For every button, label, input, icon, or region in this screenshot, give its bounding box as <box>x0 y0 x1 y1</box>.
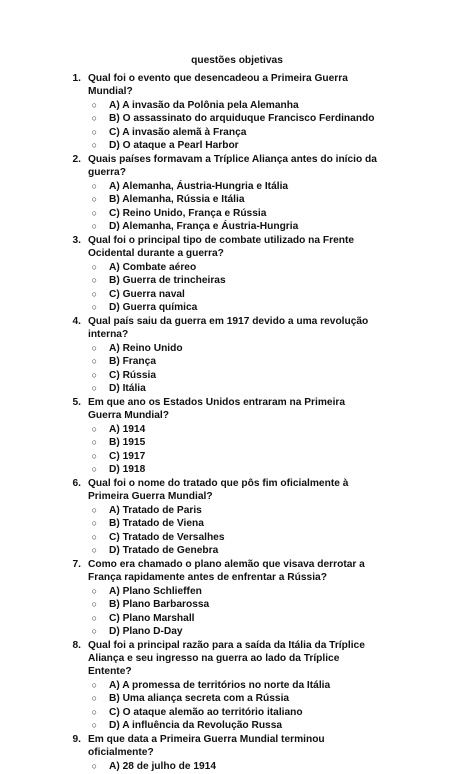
circle-bullet-icon: ○ <box>91 126 97 137</box>
circle-bullet-icon: ○ <box>91 99 97 110</box>
question-number: 7. <box>72 559 81 570</box>
circle-bullet-icon: ○ <box>91 504 97 515</box>
question-row <box>0 315 474 341</box>
answer-option-text: C) Rússia <box>109 369 156 381</box>
question-number: 3. <box>72 235 81 246</box>
circle-bullet-icon: ○ <box>91 720 97 730</box>
circle-bullet-icon: ○ <box>91 464 97 474</box>
question-text: Como era chamado o plano alemão que visava derrotar a França rapidamente antes de enfrentar a Rússia? <box>88 559 365 583</box>
answer-option-text: D) Plano D-Day <box>109 626 183 637</box>
answer-option-text: D) O ataque a Pearl Harbor <box>109 140 239 151</box>
question-number: 2. <box>72 154 81 165</box>
answer-option-text: B) Plano Barbarossa <box>109 599 210 610</box>
question-row <box>0 733 474 759</box>
circle-bullet-icon: ○ <box>91 302 97 312</box>
question-item <box>0 558 474 638</box>
question-number: 4. <box>72 316 81 327</box>
question-number: 9. <box>72 734 81 745</box>
answer-option-text: A) Alemanha, Áustria-Hungria e Itália <box>109 180 289 192</box>
answer-option-text: C) Plano Marshall <box>109 612 195 624</box>
answer-option <box>0 180 474 193</box>
question-text: Qual foi o evento que desencadeou a Primeira Guerra Mundial? <box>88 73 348 97</box>
answer-option <box>0 342 474 355</box>
answer-option-text: C) Reino Unido, França e Rússia <box>109 207 267 219</box>
answer-option-text: D) 1918 <box>109 464 146 475</box>
answer-option <box>0 126 474 139</box>
answer-option <box>0 423 474 436</box>
answer-option-text: A) Tratado de Paris <box>109 504 202 516</box>
answer-option <box>0 504 474 517</box>
answer-option <box>0 99 474 112</box>
answer-option <box>0 261 474 274</box>
answer-option <box>0 382 474 395</box>
question-text: Em que data a Primeira Guerra Mundial terminou oficialmente? <box>88 734 325 758</box>
circle-bullet-icon: ○ <box>91 140 97 150</box>
answer-option-text: C) Guerra naval <box>109 288 185 300</box>
answer-option-text: B) 1915 <box>109 437 146 448</box>
question-number: 1. <box>72 73 81 84</box>
circle-bullet-icon: ○ <box>91 288 97 299</box>
answer-option-text: C) 1917 <box>109 450 146 462</box>
page-title: questões objetivas <box>191 55 283 66</box>
answer-option-text: A) A promessa de territórios no norte da Itália <box>109 679 331 691</box>
circle-bullet-icon: ○ <box>91 342 97 353</box>
question-text: Qual foi a principal razão para a saída da Itália da Tríplice Aliança e seu ingresso na guerra ao lado da Tríplice Entente? <box>88 640 365 677</box>
answer-option <box>0 706 474 719</box>
answer-option-text: B) O assassinato do arquiduque Francisco Ferdinando <box>109 113 375 124</box>
answer-option-text: D) Guerra química <box>109 302 198 313</box>
circle-bullet-icon: ○ <box>91 545 97 555</box>
circle-bullet-icon: ○ <box>91 356 97 366</box>
answer-option <box>0 301 474 314</box>
question-item <box>0 396 474 476</box>
answer-option <box>0 112 474 125</box>
question-row <box>0 639 474 678</box>
answer-option <box>0 220 474 233</box>
circle-bullet-icon: ○ <box>91 180 97 191</box>
answer-option <box>0 274 474 287</box>
answer-option-text: B) Guerra de trincheiras <box>109 275 226 286</box>
answer-option-text: C) A invasão alemã à França <box>109 126 247 138</box>
question-text: Qual país saiu da guerra em 1917 devido a uma revolução interna? <box>88 316 369 340</box>
answer-option-text: D) Itália <box>109 383 146 394</box>
answer-option <box>0 517 474 530</box>
answer-option <box>0 436 474 449</box>
answer-option <box>0 679 474 692</box>
question-row <box>0 153 474 179</box>
answer-option <box>0 544 474 557</box>
circle-bullet-icon: ○ <box>91 531 97 542</box>
answer-option <box>0 355 474 368</box>
question-item <box>0 477 474 557</box>
answer-option-text: B) França <box>109 356 156 367</box>
question-number: 8. <box>72 640 81 651</box>
answer-option <box>0 531 474 544</box>
answer-option-text: A) A invasão da Polônia pela Alemanha <box>109 99 299 111</box>
circle-bullet-icon: ○ <box>91 612 97 623</box>
circle-bullet-icon: ○ <box>91 383 97 393</box>
question-item <box>0 733 474 773</box>
circle-bullet-icon: ○ <box>91 369 97 380</box>
answer-option <box>0 139 474 152</box>
answer-option <box>0 585 474 598</box>
answer-option <box>0 598 474 611</box>
circle-bullet-icon: ○ <box>91 423 97 434</box>
question-row <box>0 558 474 584</box>
question-row <box>0 396 474 422</box>
answer-option <box>0 450 474 463</box>
circle-bullet-icon: ○ <box>91 437 97 447</box>
answer-option <box>0 612 474 625</box>
circle-bullet-icon: ○ <box>91 518 97 528</box>
answer-option <box>0 288 474 301</box>
circle-bullet-icon: ○ <box>91 194 97 204</box>
circle-bullet-icon: ○ <box>91 760 97 771</box>
question-text: Quais países formavam a Tríplice Aliança antes do início da guerra? <box>88 154 377 178</box>
answer-option <box>0 692 474 705</box>
question-row <box>0 72 474 98</box>
question-text: Em que ano os Estados Unidos entraram na Primeira Guerra Mundial? <box>88 397 346 421</box>
answer-option-text: D) A influência da Revolução Russa <box>109 720 283 731</box>
circle-bullet-icon: ○ <box>91 626 97 636</box>
circle-bullet-icon: ○ <box>91 275 97 285</box>
circle-bullet-icon: ○ <box>91 599 97 609</box>
question-text: Qual foi o principal tipo de combate utilizado na Frente Ocidental durante a guerra? <box>88 235 355 259</box>
answer-option-text: A) Reino Unido <box>109 342 183 354</box>
question-number: 6. <box>72 478 81 489</box>
answer-option <box>0 193 474 206</box>
answer-option-text: C) O ataque alemão ao território italiano <box>109 706 303 718</box>
answer-option <box>0 463 474 476</box>
question-item <box>0 72 474 152</box>
answer-option-text: A) 28 de julho de 1914 <box>109 760 217 772</box>
circle-bullet-icon: ○ <box>91 585 97 596</box>
answer-option <box>0 719 474 732</box>
answer-option-text: D) Tratado de Genebra <box>109 545 219 556</box>
circle-bullet-icon: ○ <box>91 261 97 272</box>
answer-option-text: B) Uma aliança secreta com a Rússia <box>109 693 290 704</box>
question-item <box>0 153 474 233</box>
circle-bullet-icon: ○ <box>91 679 97 690</box>
circle-bullet-icon: ○ <box>91 706 97 717</box>
question-text: Qual foi o nome do tratado que pôs fim oficialmente à Primeira Guerra Mundial? <box>88 478 349 502</box>
question-item <box>0 639 474 732</box>
circle-bullet-icon: ○ <box>91 207 97 218</box>
question-item <box>0 315 474 395</box>
circle-bullet-icon: ○ <box>91 113 97 123</box>
answer-option-text: A) Plano Schlieffen <box>109 585 202 597</box>
answer-option-text: B) Alemanha, Rússia e Itália <box>109 194 245 205</box>
answer-option-text: D) Alemanha, França e Áustria-Hungria <box>109 221 299 232</box>
answer-option-text: A) Combate aéreo <box>109 261 197 273</box>
question-item <box>0 234 474 314</box>
answer-option-text: C) Tratado de Versalhes <box>109 531 225 543</box>
circle-bullet-icon: ○ <box>91 221 97 231</box>
question-list <box>0 72 474 774</box>
answer-option <box>0 207 474 220</box>
answer-option <box>0 760 474 773</box>
circle-bullet-icon: ○ <box>91 450 97 461</box>
circle-bullet-icon: ○ <box>91 693 97 703</box>
question-number: 5. <box>72 397 81 408</box>
answer-option <box>0 369 474 382</box>
answer-option-text: A) 1914 <box>109 423 146 435</box>
question-row <box>0 234 474 260</box>
question-row <box>0 477 474 503</box>
answer-option-text: B) Tratado de Viena <box>109 518 204 529</box>
